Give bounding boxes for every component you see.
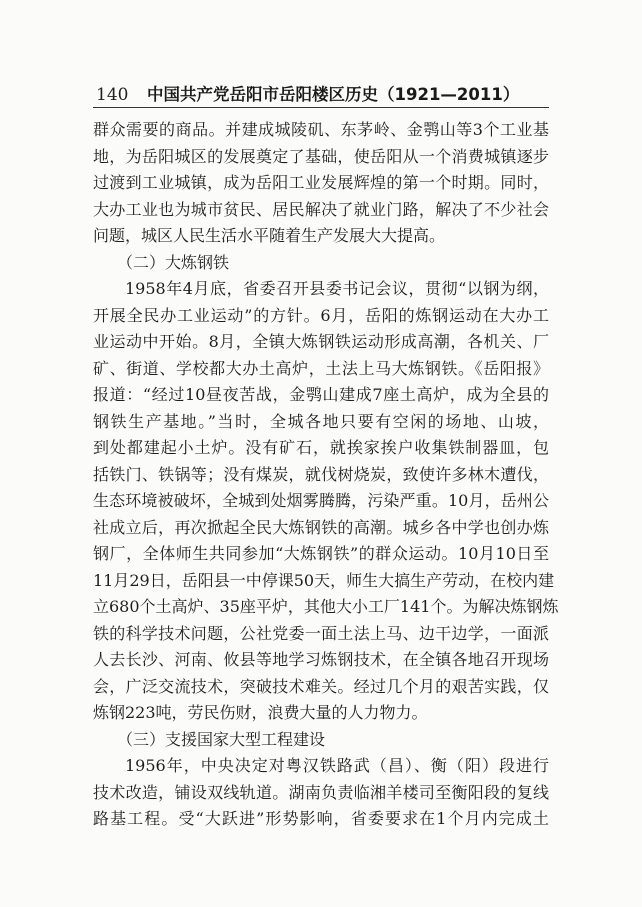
- running-title: 中国共产党岳阳市岳阳楼区历史（1921—2011）: [147, 85, 520, 104]
- text-line: 钢铁生产基地。”当时，全城各地只要有空闲的场地、山坡，: [93, 411, 549, 431]
- text-line: 群众需要的商品。并建成城陵矶、东茅岭、金鹗山等3个工业基: [93, 120, 549, 139]
- text-line: 1956年，中央决定对粤汉铁路武（昌）、衡（阳）段进行: [125, 756, 549, 775]
- header-rule: [93, 107, 549, 108]
- text-line: 业运动中开始。8月，全镇大炼钢铁运动形成高潮，各机关、厂: [93, 332, 549, 351]
- section-heading: （三）支援国家大型工程建设: [117, 729, 326, 749]
- text-line: 社成立后，再次掀起全民大炼钢铁的高潮。城乡各中学也创办炼: [93, 517, 549, 537]
- text-line: 生态环境被破坏，全城到处烟雾腾腾，污染严重。10月，岳州公: [93, 491, 549, 510]
- text-line: 过渡到工业城镇，成为岳阳工业发展辉煌的第一个时期。同时，: [93, 173, 549, 192]
- text-line: 立680个土高炉、35座平炉，其他大小工厂141个。为解决炼钢炼: [93, 597, 559, 616]
- page-number: 140: [96, 85, 129, 105]
- text-line: 报道：“经过10昼夜苦战，金鹗山建成7座土高炉，成为全县的: [93, 385, 549, 404]
- section-heading: （二）大炼钢铁: [117, 252, 230, 272]
- body-text: [93, 117, 559, 833]
- text-line: 矿、街道、学校都大办土高炉，土法上马大炼钢铁。《岳阳报》: [93, 358, 549, 378]
- text-line: 到处都建起小土炉。没有矿石，就挨家挨户收集铁制器皿，包: [93, 438, 549, 457]
- text-line: 钢厂，全体师生共同参加“大炼钢铁”的群众运动。10月10日至: [93, 544, 549, 563]
- text-line: 技术改造，铺设双线轨道。湖南负责临湘羊楼司至衡阳段的复线: [93, 782, 549, 802]
- text-line: 问题，城区人民生活水平随着生产发展大大提高。: [93, 226, 446, 245]
- text-line: 地，为岳阳城区的发展奠定了基础，使岳阳从一个消费城镇逐步: [93, 146, 549, 166]
- text-line: 括铁门、铁锅等；没有煤炭，就伐树烧炭，致使许多林木遭伐，: [93, 464, 549, 484]
- text-line: 路基工程。受“大跃进”形势影响，省委要求在1个月内完成土: [93, 809, 549, 828]
- text-line: 铁的科学技术问题，公社党委一面土法上马、边干边学，一面派: [93, 623, 549, 643]
- text-line: 1958年4月底，省委召开县委书记会议，贯彻“以钢为纲，: [125, 279, 549, 298]
- text-line: 炼钢223吨，劳民伤财，浪费大量的人力物力。: [93, 703, 428, 722]
- text-line: 人去长沙、河南、攸县等地学习炼钢技术，在全镇各地召开现场: [93, 650, 549, 669]
- text-line: 11月29日，岳阳县一中停课50天，师生大搞生产劳动，在校内建: [93, 570, 555, 590]
- text-line: 大办工业也为城市贫民、居民解决了就业门路，解决了不少社会: [93, 199, 549, 219]
- text-line: 开展全民办工业运动”的方针。6月，岳阳的炼钢运动在大办工: [93, 305, 549, 325]
- text-line: 会，广泛交流技术，突破技术难关。经过几个月的艰苦实践，仅: [93, 676, 549, 696]
